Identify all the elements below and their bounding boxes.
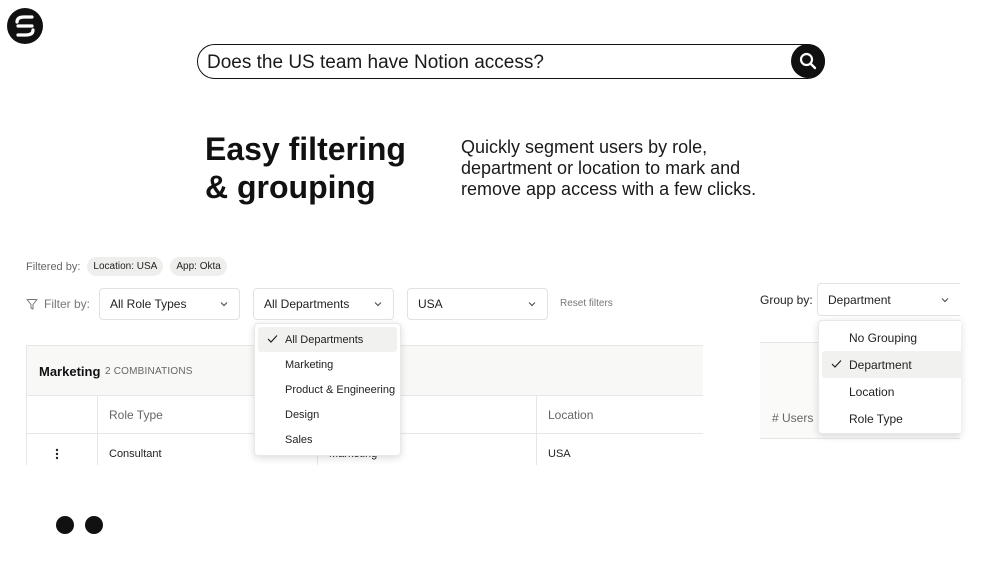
department-dropdown-menu — [254, 323, 401, 456]
dropdown-option-product-engineering[interactable] — [258, 377, 397, 402]
filter-by — [26, 297, 90, 311]
group-by-option-label: Location — [849, 384, 895, 399]
dropdown-option-all-departments[interactable] — [258, 327, 397, 352]
active-filters — [26, 257, 227, 276]
dropdown-option-label: Sales — [285, 433, 313, 446]
hero-title-line1: Easy filtering — [205, 131, 406, 167]
hero-description: Quickly segment users by role, department or location to mark and remove app access with a few clicks. — [461, 137, 757, 199]
group-by-option-label: Role Type — [849, 411, 903, 426]
group-by-option-role-type[interactable] — [822, 405, 961, 432]
group-by-select-value: Department — [828, 292, 891, 307]
dropdown-option-label: Design — [285, 408, 320, 421]
role-type-select-value: All Role Types — [110, 297, 187, 311]
search-icon — [799, 52, 817, 70]
filter-chip-location[interactable]: Location: USA — [87, 257, 163, 276]
dropdown-option-label: All Departments — [285, 333, 364, 346]
group-by-option-no-grouping[interactable] — [822, 324, 961, 351]
role-type-select[interactable] — [99, 288, 240, 320]
dropdown-option-label: Product & Engineering — [285, 383, 396, 396]
column-header-users[interactable]: # Users — [772, 411, 814, 425]
column-header-role[interactable]: Role Type — [109, 408, 163, 422]
location-select-value: USA — [418, 297, 443, 311]
department-select[interactable] — [253, 288, 394, 320]
more-vertical-icon — [55, 448, 59, 460]
dropdown-option-label: Marketing — [285, 358, 334, 371]
filter-icon — [26, 298, 38, 310]
row-menu-button[interactable] — [49, 434, 59, 465]
group-by-option-department[interactable] — [822, 351, 961, 378]
group-by-option-label: No Grouping — [849, 330, 918, 345]
group-by-dropdown-menu — [818, 320, 961, 434]
filtered-by-label: Filtered by: — [26, 260, 81, 273]
dot-icon — [56, 516, 74, 534]
reset-filters-link[interactable]: Reset filters — [560, 298, 613, 309]
group-title: Marketing — [39, 364, 101, 379]
group-count: 2 COMBINATIONS — [105, 366, 193, 377]
chevron-down-icon — [940, 295, 950, 305]
filter-by-label: Filter by: — [44, 297, 91, 311]
decorative-dots — [56, 516, 103, 534]
cell-location: USA — [548, 448, 571, 460]
filter-chip-app[interactable]: App: Okta — [170, 257, 226, 276]
group-by-label: Group by: — [760, 293, 813, 307]
hero-title — [205, 130, 406, 206]
group-by-option-label: Department — [849, 357, 912, 372]
dropdown-option-design[interactable] — [258, 402, 397, 427]
search-bar[interactable] — [197, 44, 825, 79]
chevron-down-icon — [373, 299, 383, 309]
department-select-value: All Departments — [264, 297, 350, 311]
group-by-select[interactable] — [817, 283, 960, 316]
search-input[interactable]: Does the US team have Notion access? — [207, 52, 544, 73]
search-button[interactable] — [791, 44, 825, 78]
dot-icon — [85, 516, 103, 534]
brand-logo — [7, 8, 43, 44]
chevron-down-icon — [219, 299, 229, 309]
dropdown-option-marketing[interactable] — [258, 352, 397, 377]
hero-title-line2: & grouping — [205, 169, 376, 205]
column-header-location[interactable]: Location — [548, 408, 594, 422]
group-by-option-location[interactable] — [822, 378, 961, 405]
dropdown-option-sales[interactable] — [258, 427, 397, 452]
chevron-down-icon — [527, 299, 537, 309]
location-select[interactable] — [407, 288, 548, 320]
check-icon — [831, 359, 842, 369]
check-icon — [267, 334, 278, 344]
cell-role: Consultant — [109, 448, 162, 460]
